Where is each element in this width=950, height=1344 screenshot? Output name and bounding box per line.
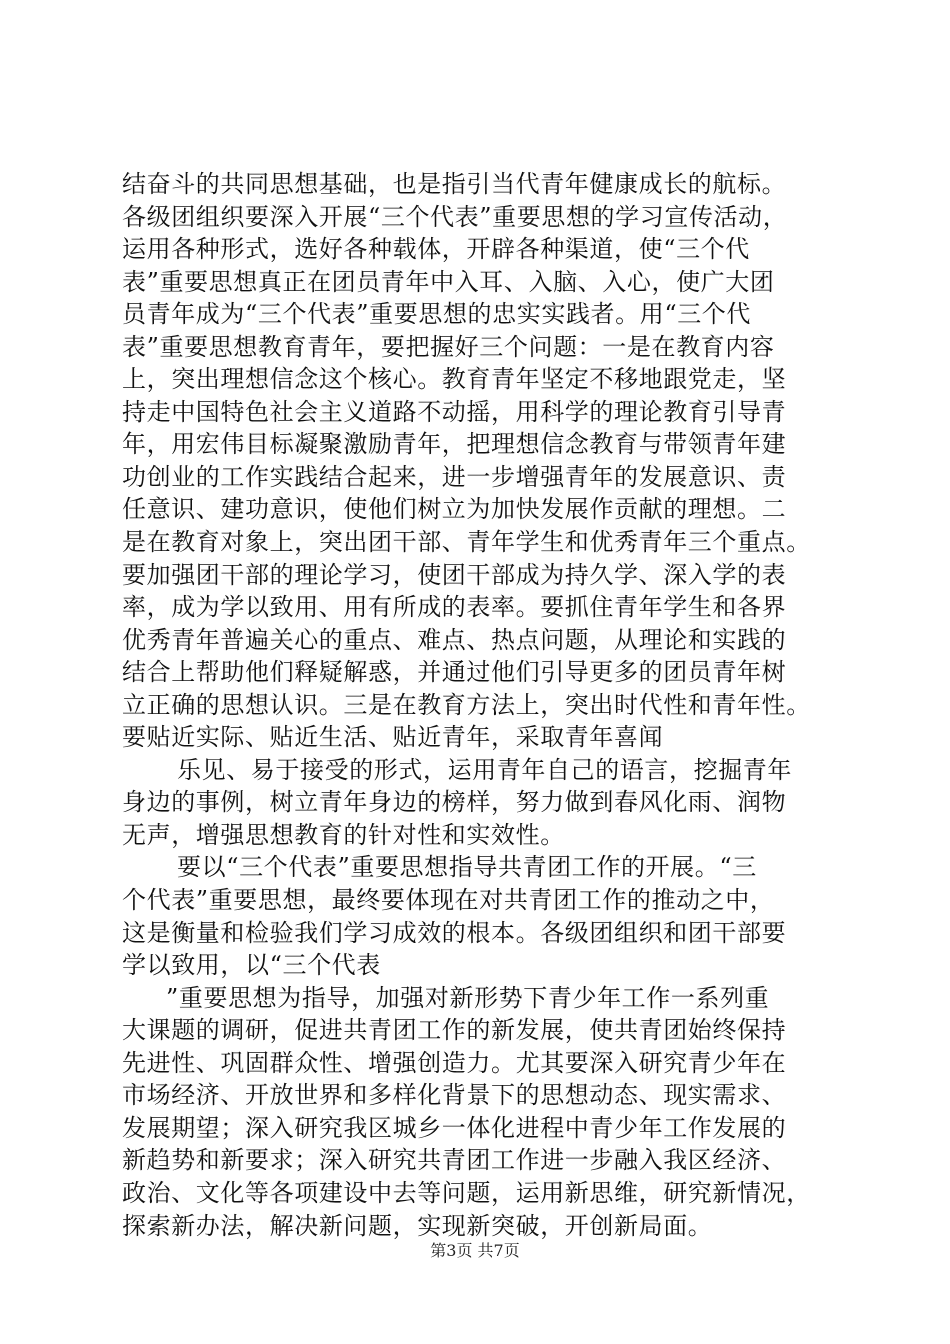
text-line: 运用各种形式，选好各种载体，开辟各种渠道，使“三个代 <box>122 235 750 264</box>
text-line: 表”重要思想真正在团员青年中入耳、入脑、入心，使广大团 <box>122 267 775 296</box>
text-line: 各级团组织要深入开展“三个代表”重要思想的学习宣传活动， <box>122 202 788 231</box>
text-line: 要贴近实际、贴近生活、贴近青年，采取青年喜闻 <box>122 723 664 752</box>
text-line: 市场经济、开放世界和多样化背景下的思想动态、现实需求、 <box>122 1081 787 1110</box>
text-line: 个代表”重要思想，最终要体现在对共青团工作的推动之中， <box>122 886 775 915</box>
body-text <box>122 168 842 1242</box>
text-line: 先进性、巩固群众性、增强创造力。尤其要深入研究青少年在 <box>122 1048 787 1077</box>
paragraph-start-line: 乐见、易于接受的形式，运用青年自己的语言，挖掘青年 <box>177 755 792 784</box>
text-line: 学以致用，以“三个代表 <box>122 951 381 980</box>
text-line: 立正确的思想认识。三是在教育方法上，突出时代性和青年性。 <box>122 690 811 719</box>
text-line: 无声，增强思想教育的针对性和实效性。 <box>122 820 565 849</box>
text-line: 表”重要思想教育青年，要把握好三个问题：一是在教育内容 <box>122 332 775 361</box>
text-line: 是在教育对象上，突出团干部、青年学生和优秀青年三个重点。 <box>122 528 811 557</box>
text-line: 上，突出理想信念这个核心。教育青年坚定不移地跟党走，坚 <box>122 365 787 394</box>
text-line: 结合上帮助他们释疑解惑，并通过他们引导更多的团员青年树 <box>122 658 787 687</box>
text-line: 优秀青年普遍关心的重点、难点、热点问题，从理论和实践的 <box>122 625 787 654</box>
text-line: 发展期望；深入研究我区城乡一体化进程中青少年工作发展的 <box>122 1113 787 1142</box>
paragraph-start-line: 要以“三个代表”重要思想指导共青团工作的开展。“三 <box>177 853 757 882</box>
text-line: 大课题的调研，促进共青团工作的新发展，使共青团始终保持 <box>122 1016 787 1045</box>
paragraph-start-line: ”重要思想为指导，加强对新形势下青少年工作一系列重 <box>166 983 770 1012</box>
text-line: 持走中国特色社会主义道路不动摇，用科学的理论教育引导青 <box>122 397 787 426</box>
text-line: 要加强团干部的理论学习，使团干部成为持久学、深入学的表 <box>122 560 787 589</box>
text-line: 任意识、建功意识，使他们树立为加快发展作贡献的理想。二 <box>122 495 787 524</box>
text-line: 年，用宏伟目标凝聚激励青年，把理想信念教育与带领青年建 <box>122 430 787 459</box>
text-line: 政治、文化等各项建设中去等问题，运用新思维，研究新情况， <box>122 1178 811 1207</box>
text-line: 身边的事例，树立青年身边的榜样，努力做到春风化雨、润物 <box>122 788 787 817</box>
text-line: 功创业的工作实践结合起来，进一步增强青年的发展意识、责 <box>122 462 787 491</box>
text-line: 结奋斗的共同思想基础，也是指引当代青年健康成长的航标。 <box>122 170 787 198</box>
text-line: 新趋势和新要求；深入研究共青团工作进一步融入我区经济、 <box>122 1146 787 1175</box>
text-line: 这是衡量和检验我们学习成效的根本。各级团组织和团干部要 <box>122 918 787 947</box>
text-line: 员青年成为“三个代表”重要思想的忠实实践者。用“三个代 <box>122 300 752 329</box>
text-line: 率，成为学以致用、用有所成的表率。要抓住青年学生和各界 <box>122 593 787 622</box>
page-number-footer: 第3页 共7页 <box>430 1241 520 1260</box>
text-line: 探索新办法，解决新问题，实现新突破，开创新局面。 <box>122 1211 713 1240</box>
